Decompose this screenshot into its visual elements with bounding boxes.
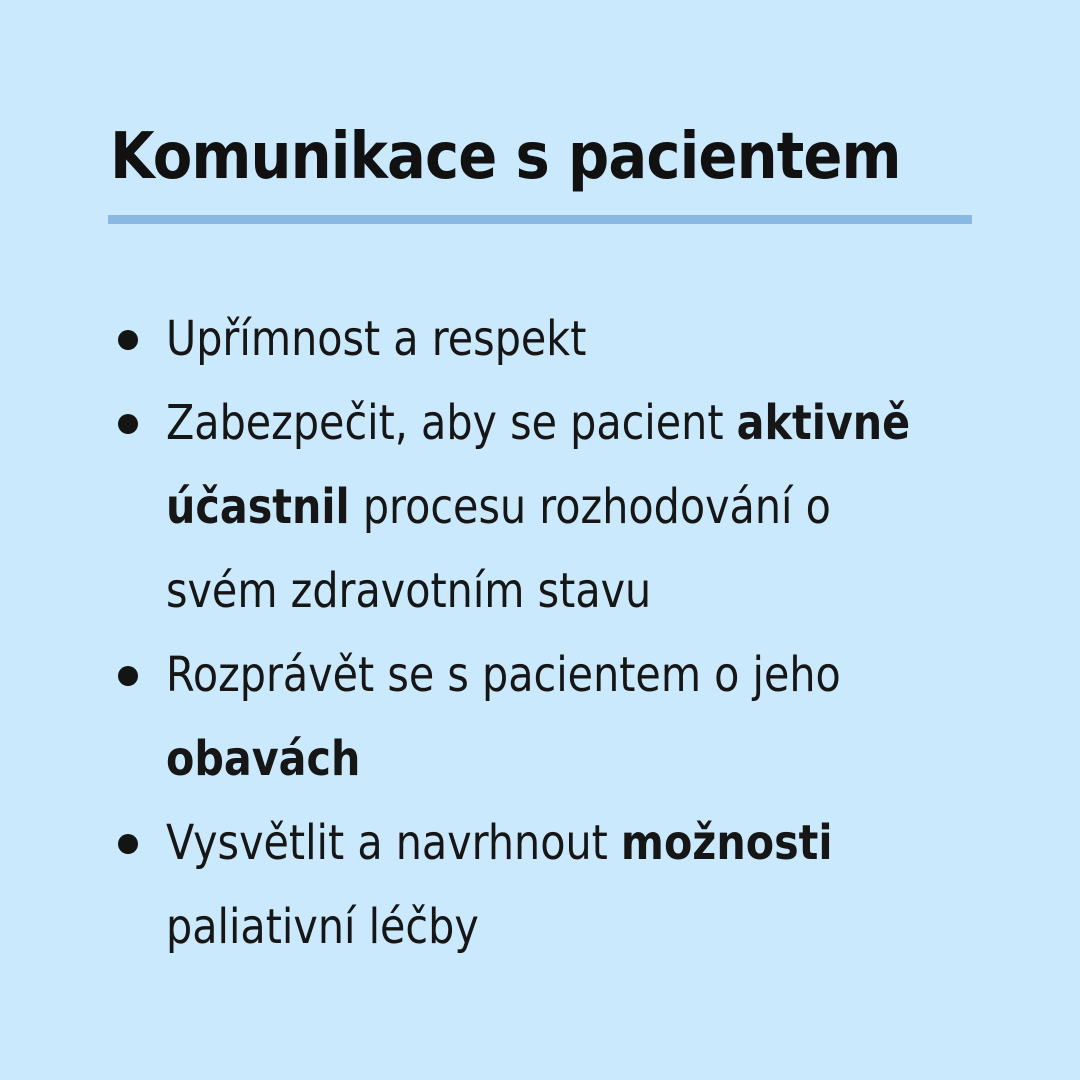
- bullet-text-run: svém zdravotním stavu: [166, 563, 652, 619]
- bullet-line: [166, 465, 899, 549]
- bullet-list: [118, 297, 1018, 969]
- bullet-item-2: [118, 381, 1018, 633]
- bullet-line: [166, 549, 899, 633]
- bullet-line: [166, 297, 899, 381]
- bullet-emphasis: účastnil: [166, 479, 350, 535]
- bullet-item-1: [118, 297, 1018, 381]
- title-underline: [108, 215, 972, 224]
- bullet-line: [166, 717, 899, 801]
- bullet-text: [166, 381, 911, 633]
- bullet-line: [166, 633, 899, 717]
- bullet-text-run: Rozprávět se s pacientem o jeho: [166, 647, 841, 703]
- bullet-text: [166, 633, 899, 801]
- slide-title: Komunikace s pacientem: [110, 120, 901, 194]
- bullet-dot-icon: [118, 666, 138, 686]
- bullet-text-run: procesu rozhodování o: [349, 479, 831, 535]
- bullet-text: [166, 297, 899, 381]
- bullet-emphasis: možnosti: [620, 815, 833, 871]
- bullet-emphasis: aktivně: [736, 395, 911, 451]
- bullet-dot-icon: [118, 330, 138, 350]
- bullet-text-run: Zabezpečit, aby se pacient: [166, 395, 737, 451]
- bullet-emphasis: obavách: [166, 731, 361, 787]
- bullet-text-run: paliativní léčby: [166, 899, 479, 955]
- bullet-text: [166, 801, 899, 969]
- bullet-dot-icon: [118, 414, 138, 434]
- bullet-line: [166, 885, 899, 969]
- bullet-item-3: [118, 633, 1018, 801]
- bullet-text-run: Vysvětlit a navrhnout: [166, 815, 621, 871]
- bullet-dot-icon: [118, 834, 138, 854]
- bullet-text-run: Upřímnost a respekt: [166, 311, 587, 367]
- bullet-item-4: [118, 801, 1018, 969]
- bullet-line: [166, 381, 911, 465]
- bullet-line: [166, 801, 899, 885]
